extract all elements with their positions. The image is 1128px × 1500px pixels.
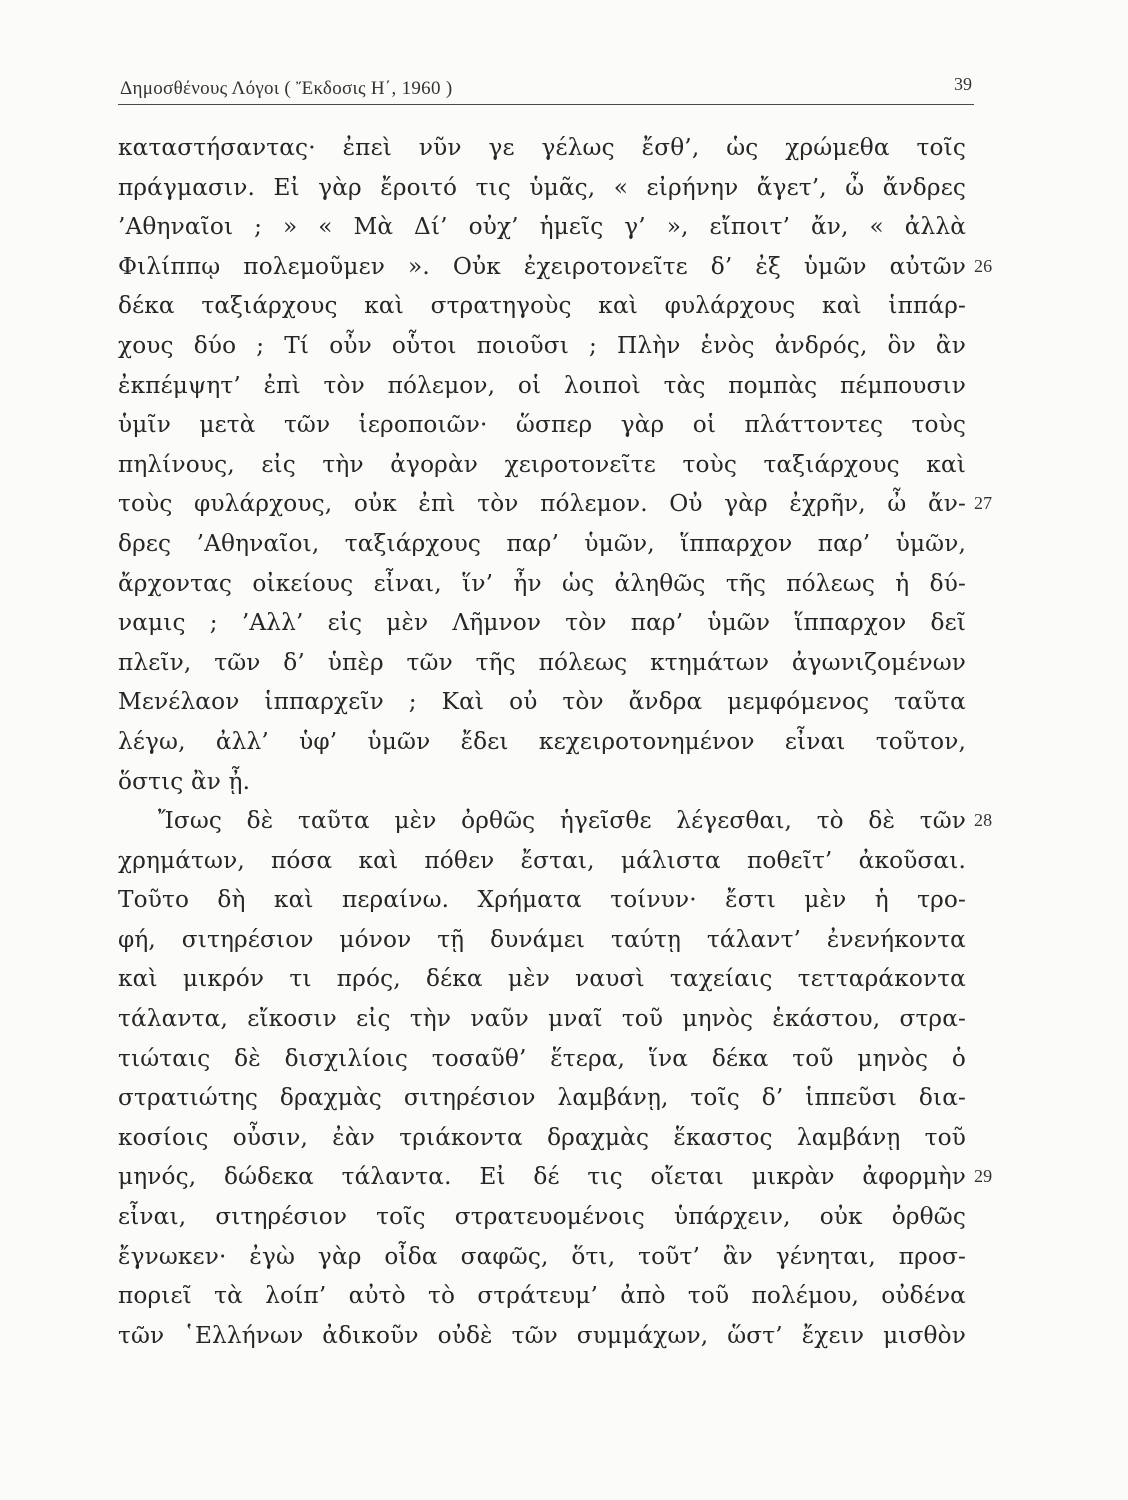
- text-line: [118, 643, 966, 683]
- line-text: φή, σιτηρέσιον μόνον τῇ δυνάμει ταύτῃ τάλαντ’ ἐνενήκοντα: [118, 925, 966, 953]
- text-line: [118, 682, 966, 722]
- line-text: καταστήσαντας· ἐπεὶ νῦν γε γέλως ἔσθ’, ὡς χρώμεθα τοῖς: [118, 134, 966, 161]
- line-text: Φιλίππῳ πολεμοῦμεν ». Οὐκ ἐχειροτονεῖτε δ’ ἐξ ὑμῶν αὐτῶν: [118, 252, 966, 280]
- text-line: [118, 762, 966, 802]
- line-text: ὑμῖν μετὰ τῶν ἱεροποιῶν· ὥσπερ γὰρ οἱ πλάττοντες τοὺς: [118, 411, 966, 439]
- line-text: τοὺς φυλάρχους, οὐκ ἐπὶ τὸν πόλεμον. Οὐ γὰρ ἐχρῆν, ὦ ἄν-: [118, 490, 966, 518]
- line-text: στρατιώτης δραχμὰς σιτηρέσιον λαμβάνῃ, τοῖς δ’ ἱππεῦσι δια-: [118, 1084, 966, 1112]
- section-number: 29: [974, 1166, 993, 1187]
- line-text: Ἴσως δὲ ταῦτα μὲν ὀρθῶς ἡγεῖσθε λέγεσθαι, τὸ δὲ τῶν: [158, 807, 966, 835]
- line-text: ἄρχοντας οἰκείους εἶναι, ἵν’ ἦν ὡς ἀληθῶς τῆς πόλεως ἡ δύ-: [118, 569, 966, 597]
- text-line: [118, 1039, 966, 1079]
- line-text: δρες ’Αθηναῖοι, ταξιάρχους παρ’ ὑμῶν, ἵππαρχον παρ’ ὑμῶν,: [118, 529, 966, 557]
- section-number: 27: [974, 493, 993, 514]
- running-head-title: Δημοσθένους Λόγοι ( Ἔκδοσις Η΄, 1960 ): [120, 78, 453, 99]
- text-line: [118, 722, 966, 762]
- line-text: χους δύο ; Τί οὖν οὗτοι ποιοῦσι ; Πλὴν ἑνὸς ἀνδρός, ὃν ἂν: [118, 331, 966, 359]
- text-line: [118, 207, 966, 247]
- line-text: τῶν ῾Ελλήνων ἀδικοῦν οὐδὲ τῶν συμμάχων, ὥστ’ ἔχειν μισθὸν: [118, 1321, 966, 1349]
- line-text: ’Αθηναῖοι ; » « Μὰ Δί’ οὐχ’ ἡμεῖς γ’ », εἴποιτ’ ἄν, « ἀλλὰ: [118, 213, 966, 241]
- line-text: πλεῖν, τῶν δ’ ὑπὲρ τῶν τῆς πόλεως κτημάτων ἀγωνιζομένων: [118, 648, 966, 676]
- line-text: πηλίνους, εἰς τὴν ἀγορὰν χειροτονεῖτε τοὺς ταξιάρχους καὶ: [118, 450, 966, 478]
- line-text: δέκα ταξιάρχους καὶ στρατηγοὺς καὶ φυλάρχους καὶ ἱππάρ-: [118, 292, 966, 320]
- line-text: τιώταις δὲ δισχιλίοις τοσαῦθ’ ἕτερα, ἵνα δέκα τοῦ μηνὸς ὁ: [118, 1044, 966, 1072]
- text-line: [118, 999, 966, 1039]
- text-line: [118, 326, 966, 366]
- text-line: [118, 603, 966, 643]
- line-text: Τοῦτο δὴ καὶ περαίνω. Χρήματα τοίνυν· ἔστι μὲν ἡ τρο-: [118, 886, 966, 914]
- text-line: [118, 1276, 966, 1316]
- line-text: λέγω, ἀλλ’ ὑφ’ ὑμῶν ἔδει κεχειροτονημένον εἶναι τοῦτον,: [118, 727, 966, 755]
- text-line: [118, 366, 966, 406]
- text-line: [118, 564, 966, 604]
- text-line: [118, 524, 966, 564]
- line-text: εἶναι, σιτηρέσιον τοῖς στρατευομένοις ὑπάρχειν, οὐκ ὀρθῶς: [118, 1203, 966, 1231]
- line-text: ὅστις ἂν ᾖ.: [118, 767, 251, 795]
- running-head: [118, 74, 974, 105]
- line-text: ποριεῖ τὰ λοίπ’ αὐτὸ τὸ στράτευμ’ ἀπὸ τοῦ πολέμου, οὐδένα: [118, 1282, 966, 1310]
- text-line: [118, 1078, 966, 1118]
- text-line: [118, 1316, 966, 1356]
- line-text: ναμις ; ’Αλλ’ εἰς μὲν Λῆμνον τὸν παρ’ ὑμῶν ἵππαρχον δεῖ: [118, 609, 966, 637]
- page-number: 39: [954, 74, 972, 94]
- text-line: [118, 484, 993, 524]
- text-line: [118, 168, 966, 208]
- line-text: τάλαντα, εἴκοσιν εἰς τὴν ναῦν μναῖ τοῦ μηνὸς ἑκάστου, στρα-: [118, 1005, 966, 1033]
- text-line: [118, 445, 966, 485]
- text-line: [118, 801, 993, 841]
- text-line: [118, 247, 993, 287]
- text-line: [118, 286, 966, 326]
- section-number: 26: [974, 255, 993, 276]
- text-line: [118, 880, 966, 920]
- text-line: [118, 841, 966, 881]
- text-line: [118, 1197, 966, 1237]
- line-text: καὶ μικρόν τι πρός, δέκα μὲν ναυσὶ ταχείαις τετταράκοντα: [118, 965, 966, 993]
- text-line: [118, 920, 966, 960]
- line-text: μηνός, δώδεκα τάλαντα. Εἰ δέ τις οἴεται μικρὰν ἀφορμὴν: [118, 1163, 966, 1191]
- text-line: [118, 1118, 966, 1158]
- text-line: [118, 405, 966, 445]
- line-text: κοσίοις οὖσιν, ἐὰν τριάκοντα δραχμὰς ἕκαστος λαμβάνῃ τοῦ: [118, 1123, 966, 1151]
- line-text: ἔγνωκεν· ἐγὼ γὰρ οἶδα σαφῶς, ὅτι, τοῦτ’ ἂν γένηται, προσ-: [118, 1242, 966, 1270]
- line-text: χρημάτων, πόσα καὶ πόθεν ἔσται, μάλιστα ποθεῖτ’ ἀκοῦσαι.: [118, 846, 966, 874]
- line-text: ἐκπέμψητ’ ἐπὶ τὸν πόλεμον, οἱ λοιποὶ τὰς πομπὰς πέμπουσιν: [118, 371, 966, 399]
- text-line: [118, 1157, 993, 1197]
- line-text: Μενέλαον ἱππαρχεῖν ; Καὶ οὐ τὸν ἄνδρα μεμφόμενος ταῦτα: [118, 688, 966, 716]
- text-line: [118, 128, 966, 168]
- body-text: [118, 128, 993, 1355]
- section-number: 28: [974, 810, 993, 831]
- line-text: πράγμασιν. Εἰ γὰρ ἔροιτό τις ὑμᾶς, « εἰρήνην ἄγετ’, ὦ ἄνδρες: [118, 173, 966, 201]
- text-line: [118, 959, 966, 999]
- text-line: [118, 1237, 966, 1277]
